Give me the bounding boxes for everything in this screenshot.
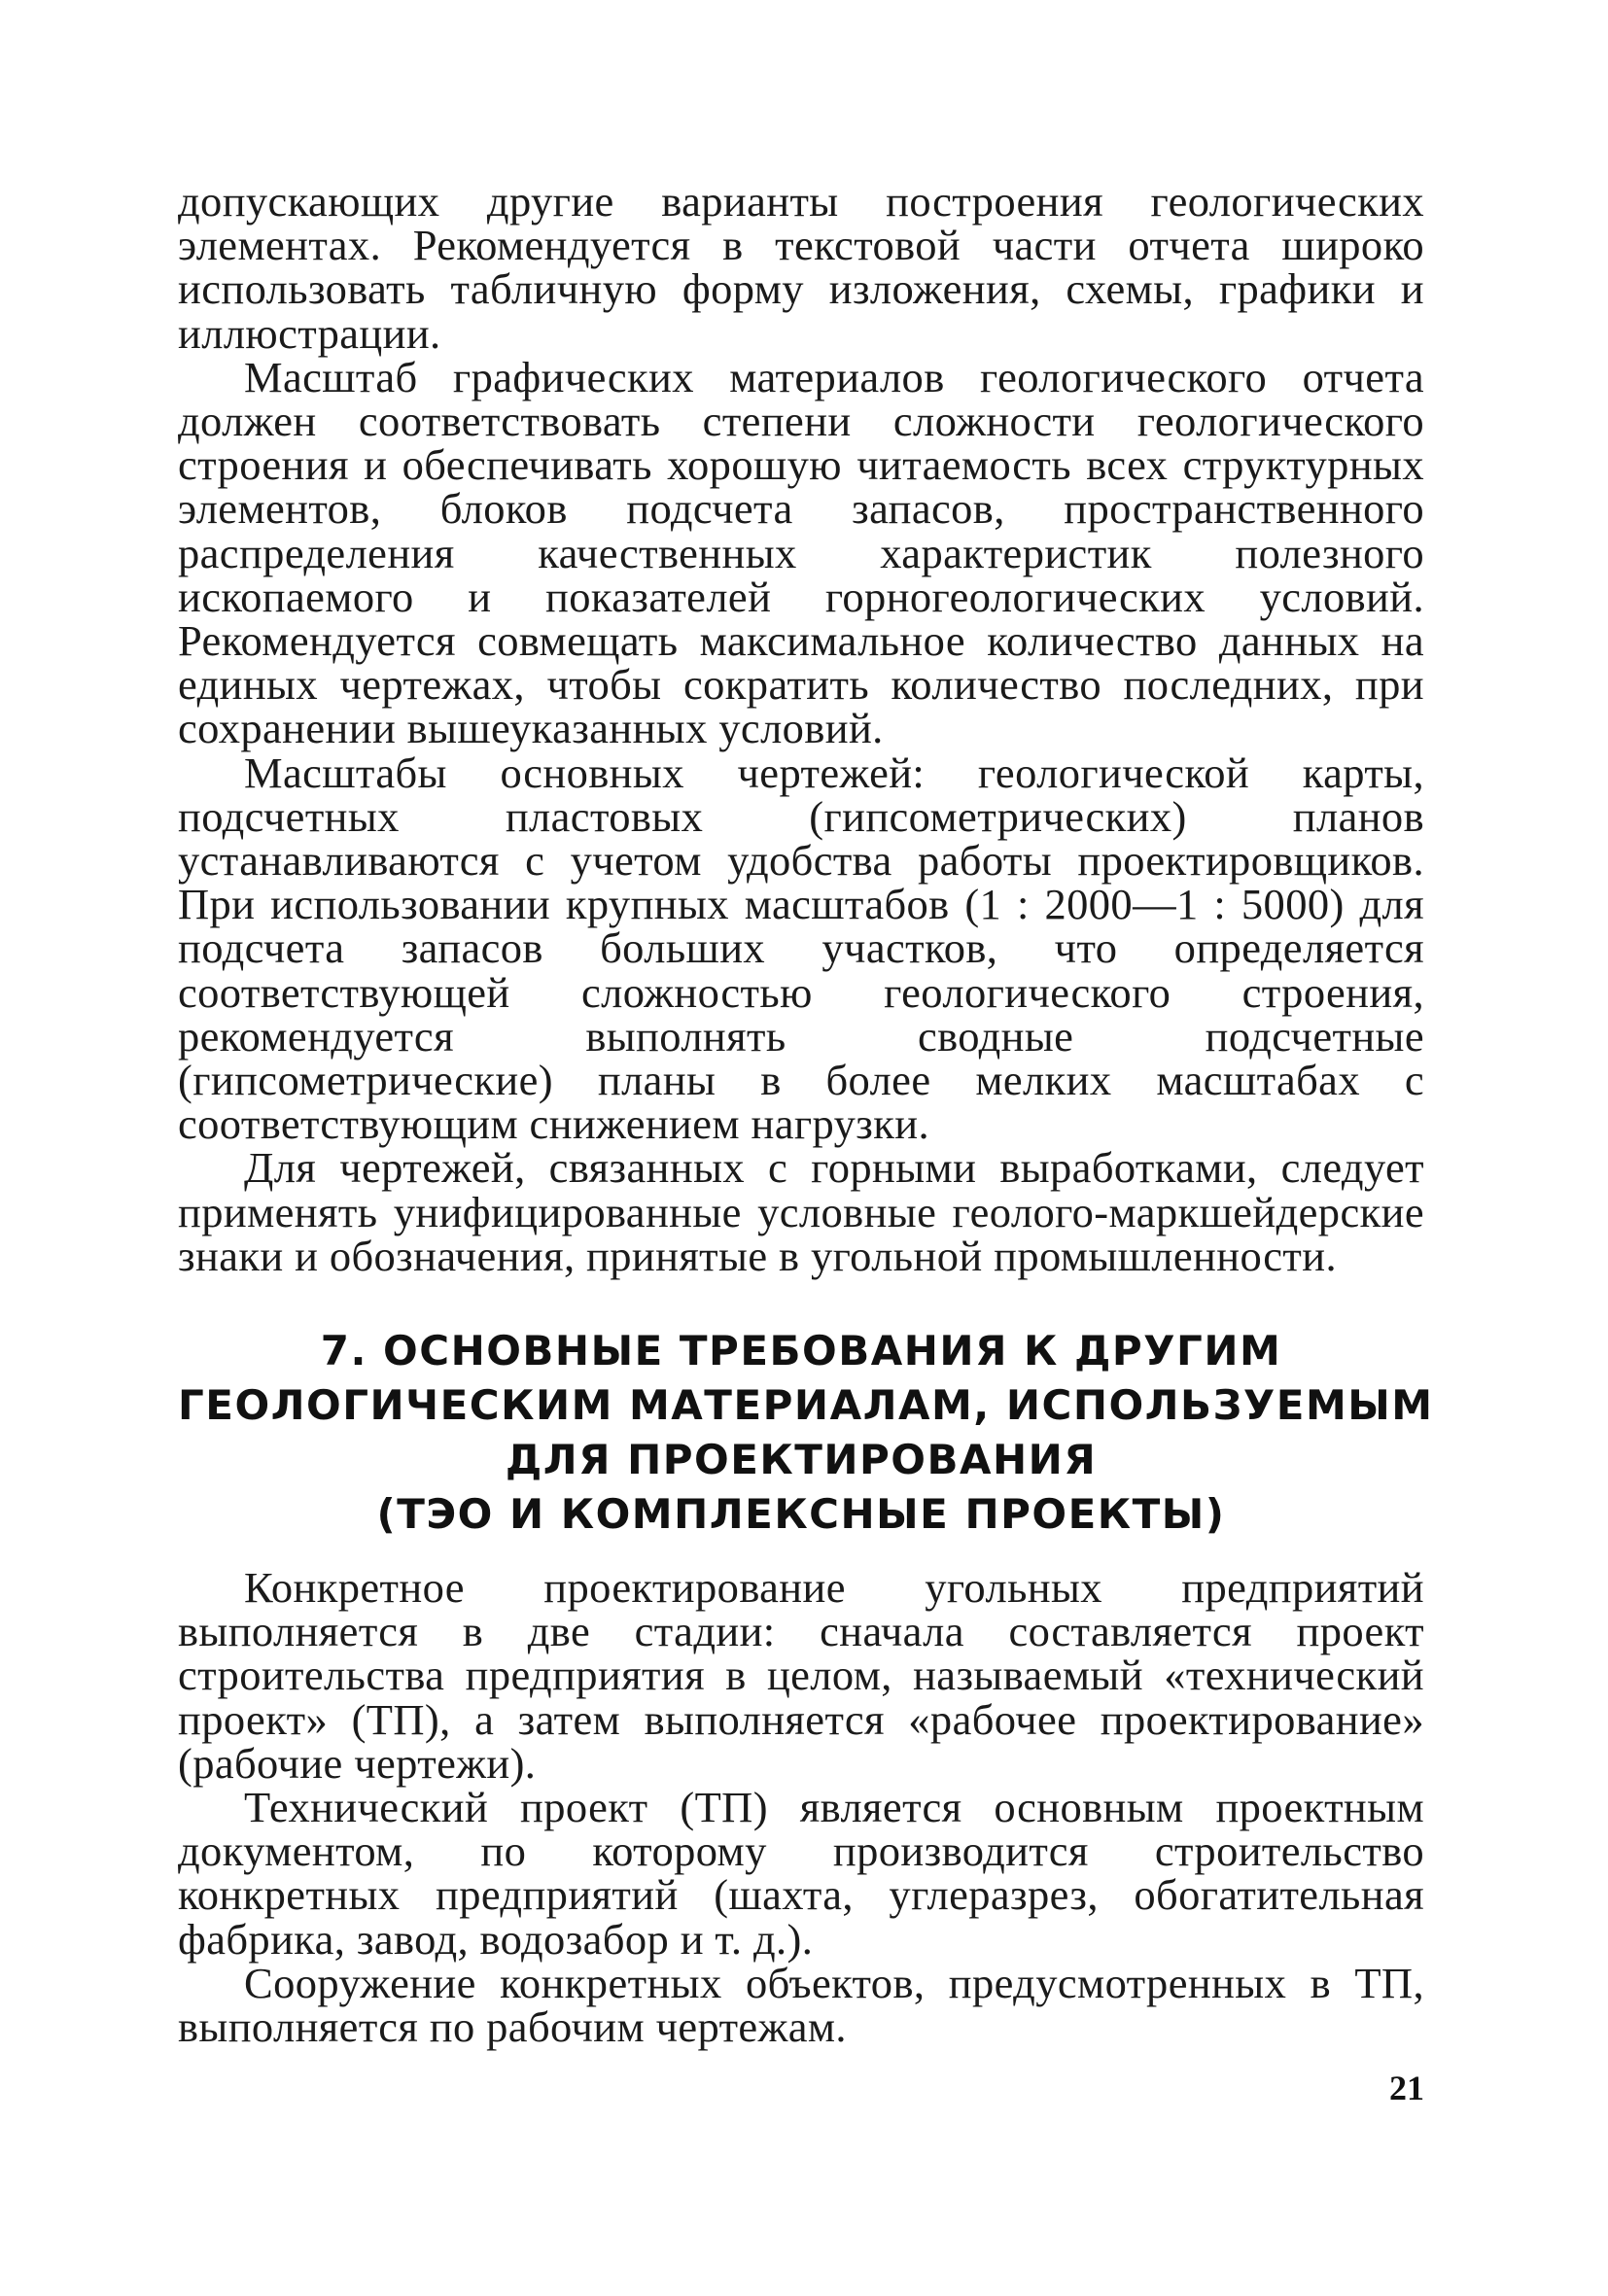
section-heading-line-2: ГЕОЛОГИЧЕСКИМ МАТЕРИАЛАМ, ИСПОЛЬЗУЕМЫМ [178,1381,1434,1429]
section-heading-line-3: ДЛЯ ПРОЕКТИРОВАНИЯ [505,1436,1098,1483]
paragraph-working-drawings: Сооружение конкретных объектов, предусмотренных в ТП, выполняется по рабочим чертежам. [178,1958,1424,2052]
paragraph-technical-project: Технический проект (ТП) является основным проектным документом, по которому производится строительство конкретных предприятий (шахта, углеразрез, обогатительная фабрика, завод, водозабор и т. д.). [178,1783,1424,1964]
paragraph-continuation: допускающих другие варианты построения геологических элементах. Рекомендуется в текстовой части отчета широко использовать табличную форму изложения, схемы, графики и иллюстрации. [178,177,1424,358]
section-heading-line-1: 7. ОСНОВНЫЕ ТРЕБОВАНИЯ К ДРУГИМ [320,1327,1282,1374]
body-text-top [178,177,1424,1280]
section-heading-line-4: (ТЭО И КОМПЛЕКСНЫЕ ПРОЕКТЫ) [376,1490,1226,1538]
paragraph-drawing-scales: Масштабы основных чертежей: геологической карты, подсчетных пластовых (гипсометрических) планов устанавливаются с учетом удобства работы проектировщиков. При использовании крупных масштабов (1 : 2000—1 : 5000) для подсчета запасов больших участков, что определяется соответствующей сложностью геологического строения, рекомендуется выполнять сводные подсчетные (гипсометрические) планы в более мелких масштабах с соответствующим снижением нагрузки. [178,748,1424,1149]
paragraph-design-stages: Конкретное проектирование угольных предприятий выполняется в две стадии: сначала составляется проект строительства предприятия в целом, называемый «технический проект» (ТП), а затем выполняется «рабочее проектирование» (рабочие чертежи). [178,1563,1424,1788]
paragraph-mining-drawings: Для чертежей, связанных с горными выработками, следует применять унифицированные условные геолого-маркшейдерские знаки и обозначения, принятые в угольной промышленности. [178,1143,1424,1280]
page-number: 21 [1389,2069,1424,2107]
paragraph-graphic-scale: Масштаб графических материалов геологического отчета должен соответствовать степени сложности геологического строения и обеспечивать хорошую читаемость всех структурных элементов, блоков подсчета запасов, пространственного распределения качественных характеристик полезного ископаемого и показателей горногеологических условий. Рекомендуется совмещать максимальное количество данных на единых чертежах, чтобы сократить количество последних, при сохранении вышеуказанных условий. [178,352,1424,753]
body-text-bottom [178,1563,1424,2052]
section-heading [178,1324,1434,1542]
